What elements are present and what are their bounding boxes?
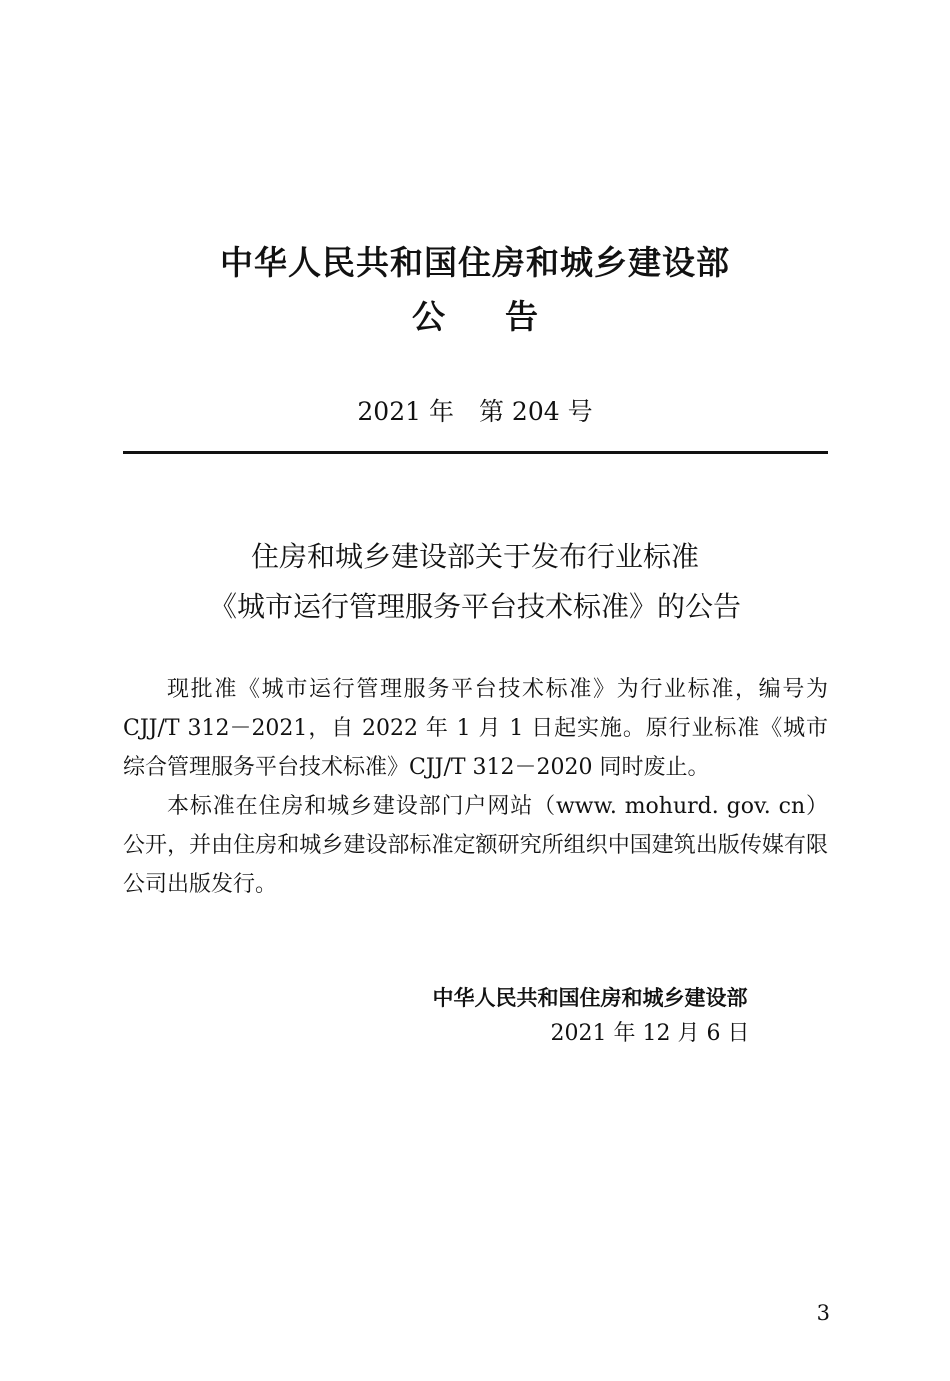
header-divider (123, 451, 828, 454)
signature-organization: 中华人民共和国住房和城乡建设部 (432, 986, 748, 1010)
document-title-line-1: 住房和城乡建设部关于发布行业标准 (250, 540, 699, 573)
signature-date: 2021 年 12 月 6 日 (550, 1021, 750, 1046)
document-title-line-2: 《城市运行管理服务平台技术标准》的公告 (208, 590, 741, 623)
notice-number: 2021 年 第 204 号 (357, 397, 593, 426)
page-number: 3 (816, 1301, 830, 1325)
body-paragraph-approval: 现批准《城市运行管理服务平台技术标准》为行业标准，编号为 CJJ/T 312－2021，自 2022 年 1 月 1 日起实施。原行业标准《城市综合管理服务平台技术标准》CJJ/T 312－2020 同时废止。 (123, 677, 828, 780)
issuer-title: 中华人民共和国住房和城乡建设部 (220, 243, 730, 282)
body-paragraph-publication: 本标准在住房和城乡建设部门户网站（www. mohurd. gov. cn）公开，并由住房和城乡建设部标准定额研究所组织中国建筑出版传媒有限公司出版发行。 (123, 794, 828, 897)
announcement-body (123, 670, 828, 904)
document-type-heading: 公告 (412, 297, 598, 336)
document-title (0, 532, 950, 632)
